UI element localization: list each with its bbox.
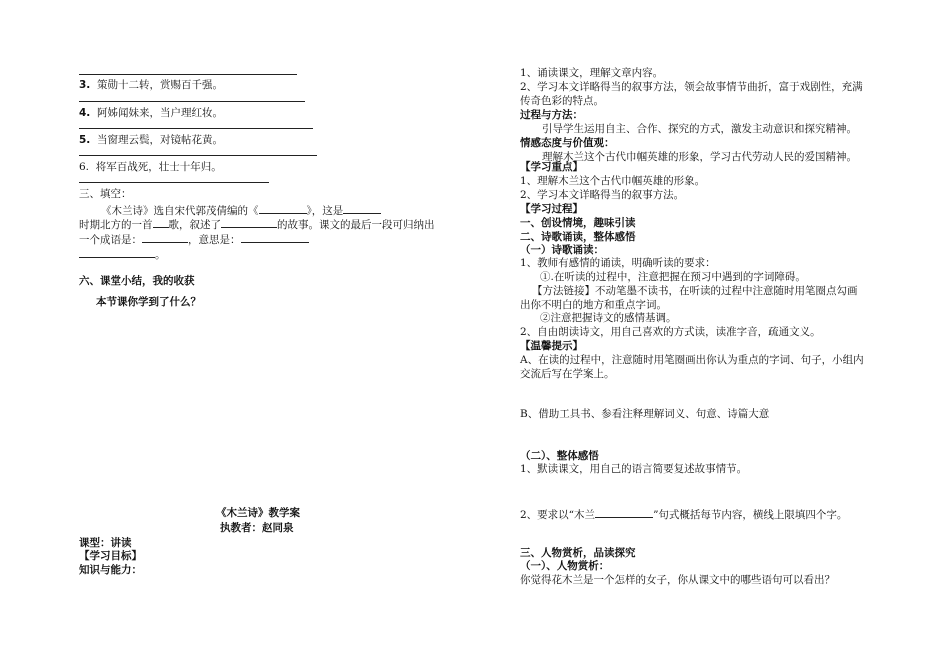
whole-item-2: 2、要求以“木兰 ”句式概括每节内容，横线上限填四个字。 — [520, 509, 848, 521]
step-2-heading: 二、诗歌诵读，整体感悟 — [520, 231, 636, 243]
whole-item-1: 1、默读课文，用自己的语言简要复述故事情节。 — [520, 463, 748, 475]
item-text: 当窗理云鬓，对镜帖花黄。 — [96, 134, 223, 146]
step-2-sub-2: （二）、整体感悟 — [520, 450, 599, 462]
step-3-question: 你觉得花木兰是一个怎样的女子，你从课文中的哪些语句可以看出？ — [520, 574, 835, 586]
process-steps-heading: 【学习过程】 — [520, 203, 583, 215]
reading-item-1b: ②注意把握诗文的感情基调。 — [540, 312, 677, 324]
method-link-b: 出你不明白的地方和重点字词。 — [520, 299, 667, 311]
blank[interactable] — [79, 247, 155, 258]
exercise-item-6 — [79, 162, 222, 173]
exercise-item-5 — [79, 135, 223, 146]
item-text: 阿姊闻妹来，当户理红妆。 — [96, 107, 223, 119]
item-number: 6. — [79, 161, 90, 173]
knowledge-item-1: 1、诵读课文，理解文章内容。 — [520, 67, 664, 79]
focus-item-2: 2、学习本文详略得当的叙事方法。 — [520, 189, 685, 201]
process-text: 引导学生运用自主、合作、探究的方式，激发主动意识和探究精神。 — [542, 123, 857, 135]
focus-heading: 【学习重点】 — [520, 161, 583, 173]
blank[interactable] — [241, 232, 309, 243]
blank[interactable] — [343, 203, 381, 214]
blank[interactable] — [142, 232, 188, 243]
step-3-heading: 三、人物赏析，品读探究 — [520, 547, 636, 559]
knowledge-item-2a: 2、学习本文详略得当的叙事方法，领会故事情节曲折，富于戏剧性，充满 — [520, 81, 863, 93]
summary-question: 本节课你学到了什么？ — [96, 296, 201, 308]
emotion-text: 理解木兰这个古代巾帼英雄的形象，学习古代劳动人民的爱国精神。 — [542, 151, 857, 163]
focus-item-1: 1、理解木兰这个古代巾帼英雄的形象。 — [520, 175, 706, 187]
reading-item-1a: ①.在听读的过程中，注意把握在预习中遇到的字词障碍。 — [540, 271, 806, 283]
knowledge-item-2b: 传奇色彩的特点。 — [520, 95, 604, 107]
step-1-heading: 一、创设情境，趣味引读 — [520, 217, 636, 229]
fill-blank-line-2: 时期北方的一首 歌，叙述了 的故事。课文的最后一段可归纳出 — [79, 219, 435, 231]
blank[interactable] — [259, 203, 307, 214]
document-title: 《木兰诗》教学案 — [216, 507, 300, 519]
item-text: 将军百战死，壮士十年归。 — [95, 161, 222, 173]
teacher-name: 执教者：赵同泉 — [220, 522, 294, 534]
blank[interactable] — [595, 507, 653, 518]
tip-b: B、借助工具书、参看注释理解词义、句意、诗篇大意 — [520, 408, 770, 420]
fill-blank-line-4: 。 — [79, 247, 166, 261]
fill-blank-line-1: 《木兰诗》选自宋代郭茂倩编的《 》，这是 — [101, 203, 381, 217]
fill-blank-line-3: 一个成语是： ，意思是： — [79, 232, 309, 246]
tip-heading: 【温馨提示】 — [520, 340, 583, 352]
blank[interactable] — [153, 217, 169, 228]
step-3-sub-1: （一）、人物赏析： — [520, 560, 610, 572]
answer-line — [79, 74, 297, 75]
tip-a-line-1: A、在读的过程中，注意随时用笔圈画出你认为重点的字词、句子，小组内 — [520, 354, 864, 366]
item-number: 5. — [79, 134, 91, 146]
answer-line[interactable] — [79, 101, 305, 102]
exercise-item-4 — [79, 108, 223, 119]
item-number: 3. — [79, 79, 91, 91]
answer-line[interactable] — [79, 182, 269, 183]
reading-item-2: 2、自由朗读诗文，用自己喜欢的方式读，读准字音，疏通文义。 — [520, 326, 821, 338]
answer-line[interactable] — [79, 128, 313, 129]
item-text: 策勋十二转，赏赐百千强。 — [96, 79, 223, 91]
knowledge-heading: 知识与能力： — [79, 564, 142, 576]
blank[interactable] — [221, 217, 277, 228]
method-link-a: 【方法链接】不动笔墨不读书，在听读的过程中注意随时用笔圈点勾画 — [532, 285, 858, 297]
answer-line[interactable] — [79, 155, 317, 156]
reading-item-1: 1、教师有感情的诵读，明确听读的要求： — [520, 257, 716, 269]
lesson-type: 课型：讲读 — [79, 537, 132, 549]
process-heading: 过程与方法： — [520, 109, 583, 121]
emotion-heading: 情感态度与价值观： — [520, 137, 615, 149]
fill-blank-heading: 三、填空： — [79, 188, 132, 200]
item-number: 4. — [79, 107, 91, 119]
exercise-item-3 — [79, 80, 223, 91]
summary-heading: 六、课堂小结，我的收获 — [79, 275, 195, 287]
tip-a-line-2: 交流后写在学案上。 — [520, 368, 615, 380]
step-2-sub-1: （一）诗歌诵读： — [520, 244, 604, 256]
goals-heading: 【学习目标】 — [79, 550, 142, 562]
